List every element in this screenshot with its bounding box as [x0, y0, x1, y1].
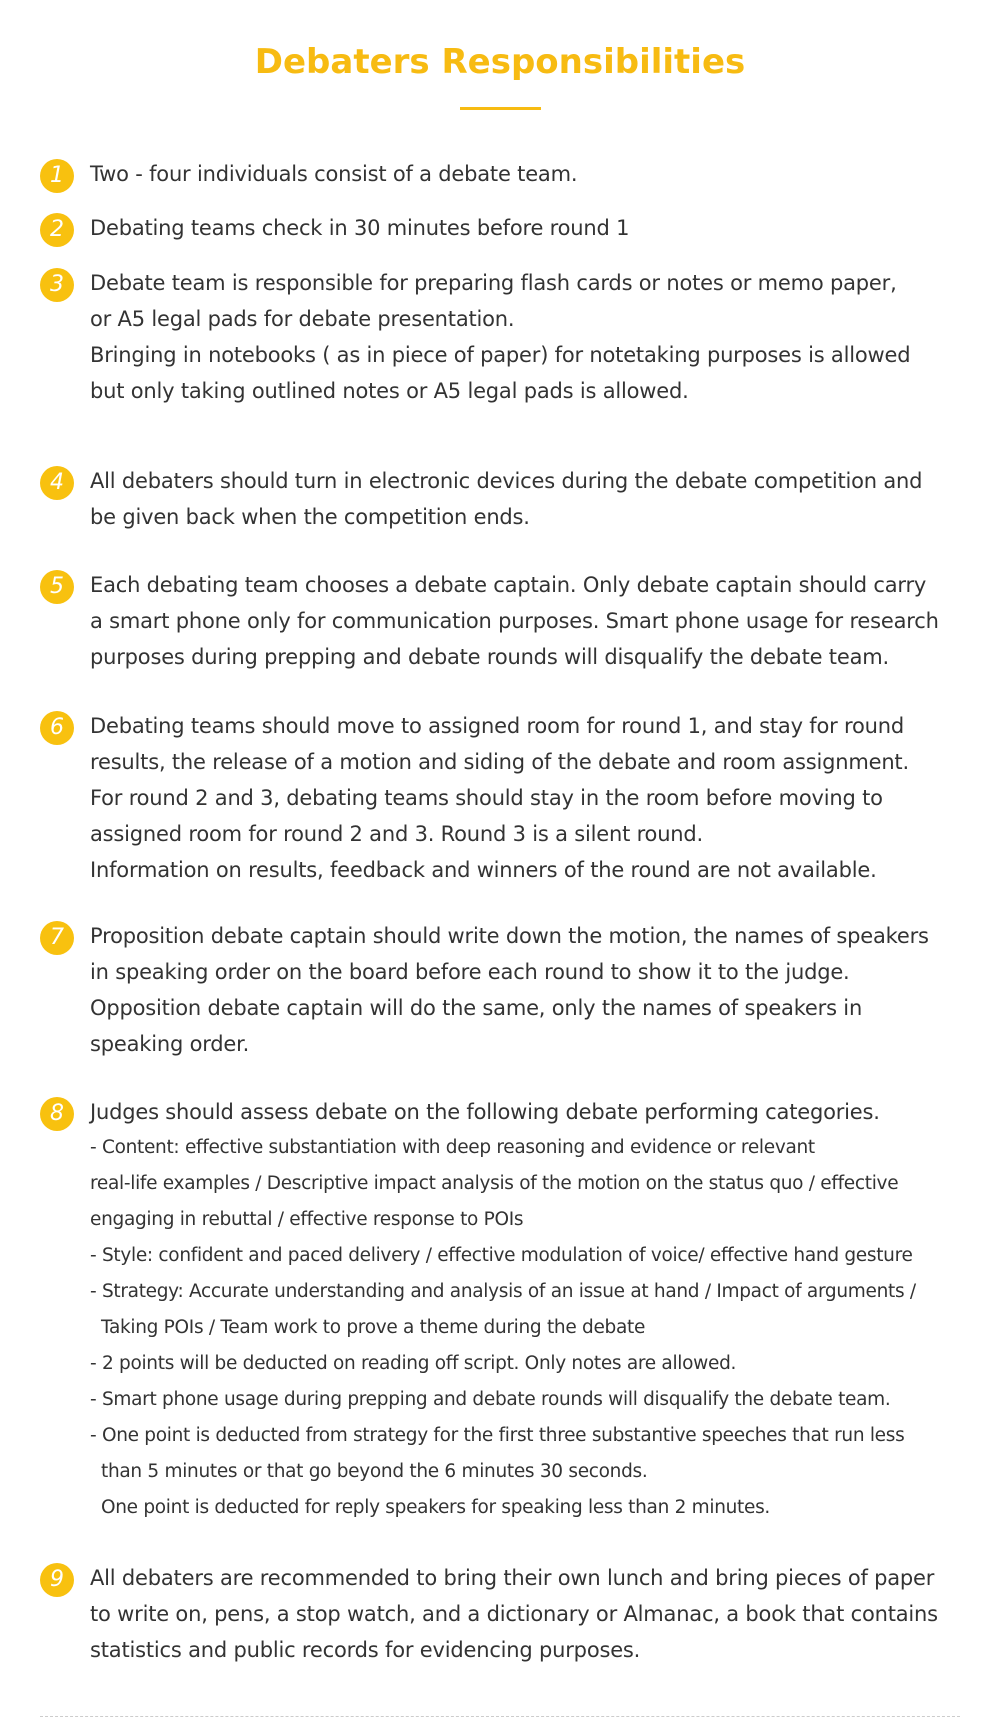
item-text: assigned room for round 2 and 3. Round 3 is a silent round. [90, 822, 704, 846]
criteria-line: - Content: effective substantiation with deep reasoning and evidence or relevant [90, 1137, 815, 1158]
footer-divider [40, 1716, 960, 1717]
criteria-line: real-life examples / Descriptive impact analysis of the motion on the status quo / effective [90, 1173, 899, 1194]
item-text: in speaking order on the board before each round to show it to the judge. [90, 960, 850, 984]
item-text: or A5 legal pads for debate presentation. [90, 307, 515, 331]
criteria-line: engaging in rebuttal / effective response to POIs [90, 1209, 524, 1230]
item-text: a smart phone only for communication purposes. Smart phone usage for research [90, 609, 939, 633]
criteria-line: - One point is deducted from strategy for the first three substantive speeches that run less [90, 1425, 905, 1446]
item-text: statistics and public records for evidencing purposes. [90, 1638, 641, 1662]
criteria-line: Taking POIs / Team work to prove a theme during the debate [101, 1317, 646, 1338]
criteria-line: - Style: confident and paced delivery / effective modulation of voice/ effective hand gesture [90, 1245, 913, 1266]
item-text: but only taking outlined notes or A5 legal pads is allowed. [90, 379, 689, 403]
number-badge: 8 [40, 1097, 74, 1131]
item-text: purposes during prepping and debate rounds will disqualify the debate team. [90, 645, 889, 669]
item-text: For round 2 and 3, debating teams should stay in the room before moving to [90, 786, 883, 810]
criteria-line: - Smart phone usage during prepping and debate rounds will disqualify the debate team. [90, 1389, 891, 1410]
number-badge: 3 [40, 268, 74, 302]
item-text: Debate team is responsible for preparing flash cards or notes or memo paper, [90, 271, 897, 295]
number-badge: 2 [40, 213, 74, 247]
number-badge: 9 [40, 1563, 74, 1597]
item-text: to write on, pens, a stop watch, and a dictionary or Almanac, a book that contains [90, 1602, 938, 1626]
criteria-line: - Strategy: Accurate understanding and analysis of an issue at hand / Impact of arguments / [90, 1281, 916, 1302]
item-text: All debaters should turn in electronic devices during the debate competition and [90, 469, 923, 493]
criteria-line: One point is deducted for reply speakers for speaking less than 2 minutes. [101, 1497, 771, 1518]
item-text: Judges should assess debate on the following debate performing categories. [90, 1100, 880, 1124]
criteria-line: than 5 minutes or that go beyond the 6 minutes 30 seconds. [101, 1461, 648, 1482]
number-badge: 6 [40, 711, 74, 745]
title-underline [460, 107, 541, 110]
item-text: Proposition debate captain should write down the motion, the names of speakers [90, 924, 929, 948]
number-badge: 7 [40, 921, 74, 955]
item-text: Debating teams check in 30 minutes before round 1 [90, 216, 630, 240]
item-text: Each debating team chooses a debate captain. Only debate captain should carry [90, 573, 927, 597]
number-badge: 4 [40, 466, 74, 500]
item-text: be given back when the competition ends. [90, 505, 530, 529]
item-text: Bringing in notebooks ( as in piece of paper) for notetaking purposes is allowed [90, 343, 911, 367]
item-text: Two - four individuals consist of a debate team. [90, 162, 578, 186]
page-title: Debaters Responsibilities [254, 42, 746, 82]
item-text: Opposition debate captain will do the same, only the names of speakers in [90, 996, 863, 1020]
item-text: results, the release of a motion and siding of the debate and room assignment. [90, 750, 909, 774]
number-badge: 5 [40, 570, 74, 604]
criteria-line: - 2 points will be deducted on reading off script. Only notes are allowed. [90, 1353, 737, 1374]
item-text: speaking order. [90, 1032, 250, 1056]
item-text: All debaters are recommended to bring their own lunch and bring pieces of paper [90, 1566, 935, 1590]
item-text: Information on results, feedback and winners of the round are not available. [90, 858, 877, 882]
number-badge: 1 [40, 159, 74, 193]
item-text: Debating teams should move to assigned room for round 1, and stay for round [90, 714, 905, 738]
